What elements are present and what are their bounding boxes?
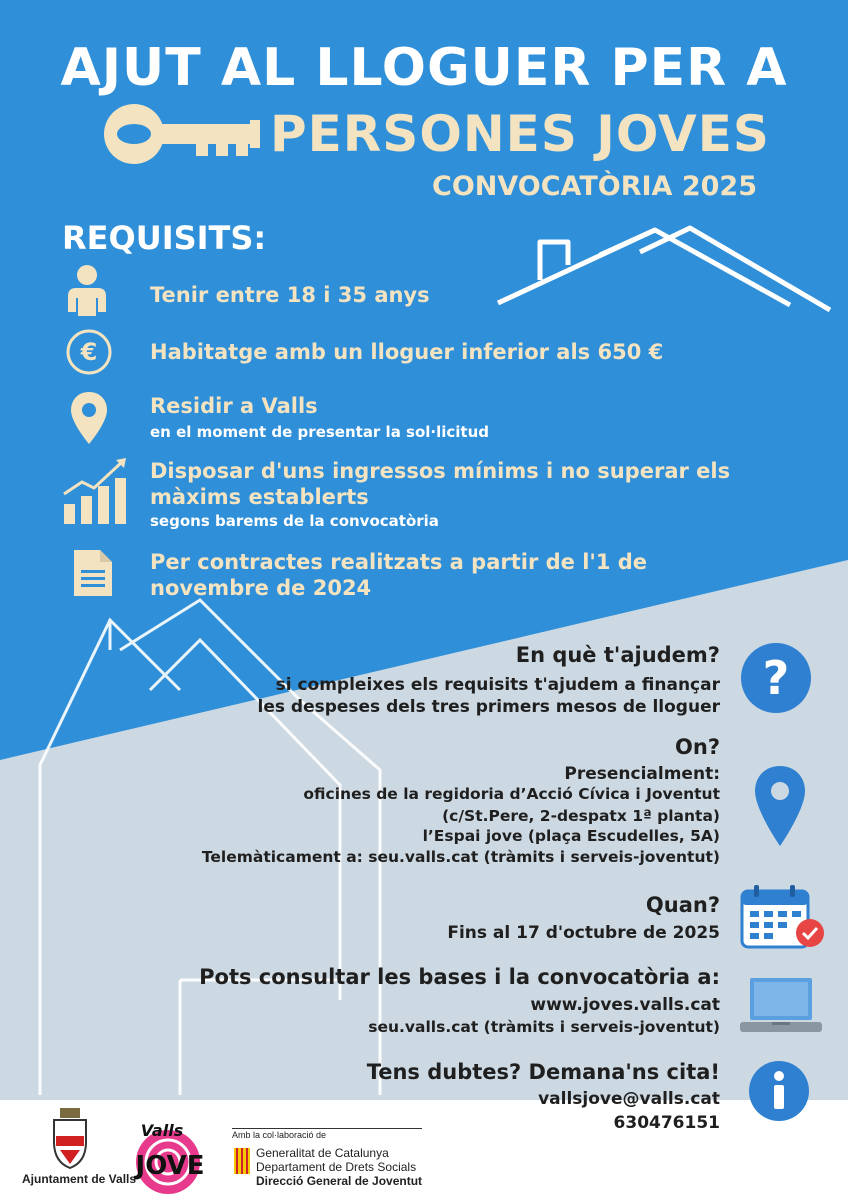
contact-email[interactable]: vallsjove@valls.cat xyxy=(538,1089,720,1109)
valls-jove-logo-valls: Valls xyxy=(140,1121,184,1140)
where-in-person: Presencialment: xyxy=(564,764,720,784)
when-text: Fins al 17 d'octubre de 2025 xyxy=(447,923,720,943)
requirement-income-detail: segons barems de la convocatòria xyxy=(150,512,439,530)
ajuntament-crest-logo xyxy=(48,1106,92,1170)
requirement-age: Tenir entre 18 i 35 anys xyxy=(150,283,430,307)
where-online: Telemàticament a: seu.valls.cat (tràmits i serveis-joventut) xyxy=(201,848,720,866)
valls-jove-logo xyxy=(128,1116,210,1196)
poster-title-line2: PERSONES JOVES xyxy=(270,105,770,163)
requirement-rent: Habitatge amb un lloguer inferior als 650 € xyxy=(150,340,664,364)
what-line2: les despeses dels tres primers mesos de lloguer xyxy=(257,697,720,717)
when-heading: Quan? xyxy=(645,893,720,917)
requirement-contract-line2: novembre de 2024 xyxy=(150,576,372,600)
generalitat-line1: Generalitat de Catalunya xyxy=(256,1146,389,1160)
growth-chart-icon xyxy=(60,456,130,526)
contact-phone[interactable]: 630476151 xyxy=(613,1113,720,1133)
generalitat-line2: Departament de Drets Socials xyxy=(256,1160,417,1174)
ajuntament-name: Ajuntament de Valls xyxy=(22,1172,137,1186)
where-line2: (c/St.Pere, 2-despatx 1ª planta) xyxy=(442,807,720,825)
generalitat-flag-icon xyxy=(234,1148,250,1174)
consult-heading: Pots consultar les bases i la convocatòria a: xyxy=(199,965,720,989)
document-icon xyxy=(72,548,114,598)
poster-title: AJUT AL LLOGUER PER A xyxy=(60,38,788,98)
what-heading: En què t'ajudem? xyxy=(515,643,720,667)
generalitat-line3: Direcció General de Joventut xyxy=(256,1174,423,1188)
requirement-residence: Residir a Valls xyxy=(150,394,318,418)
poster-subtitle: CONVOCATÒRIA 2025 xyxy=(432,171,758,202)
collab-label: Amb la col·laboració de xyxy=(232,1130,327,1140)
svg-text:€: € xyxy=(80,338,98,366)
euro-icon xyxy=(65,328,113,376)
where-heading: On? xyxy=(675,735,720,759)
where-line3: l’Espai jove (plaça Escudelles, 5A) xyxy=(422,827,720,845)
where-line1: oficines de la regidoria d’Acció Cívica i Joventut xyxy=(303,785,720,803)
requirement-contract-line1: Per contractes realitzats a partir de l'1 de xyxy=(150,550,648,574)
svg-text:?: ? xyxy=(762,651,790,705)
laptop-icon xyxy=(740,974,822,1038)
question-icon xyxy=(740,642,812,714)
person-icon xyxy=(62,262,112,316)
requirement-income-line1: Disposar d'uns ingressos mínims i no superar els xyxy=(150,459,731,483)
contact-heading: Tens dubtes? Demana'ns cita! xyxy=(366,1060,720,1084)
requirement-residence-detail: en el moment de presentar la sol·licitud xyxy=(150,423,490,441)
location-marker-icon xyxy=(752,764,808,848)
key-icon xyxy=(100,100,265,170)
what-line1: si compleixes els requisits t'ajudem a finançar xyxy=(275,675,720,695)
requirement-income-line2: màxims establerts xyxy=(150,485,369,509)
consult-url2[interactable]: seu.valls.cat (tràmits i serveis-joventut) xyxy=(368,1018,720,1036)
calendar-icon xyxy=(740,885,826,951)
info-icon xyxy=(748,1060,810,1122)
location-pin-icon xyxy=(68,390,110,446)
valls-jove-logo-jove: JOVE xyxy=(135,1151,205,1181)
collab-divider xyxy=(232,1128,422,1129)
consult-url1[interactable]: www.joves.valls.cat xyxy=(530,995,720,1015)
requirements-heading: REQUISITS: xyxy=(62,219,267,257)
